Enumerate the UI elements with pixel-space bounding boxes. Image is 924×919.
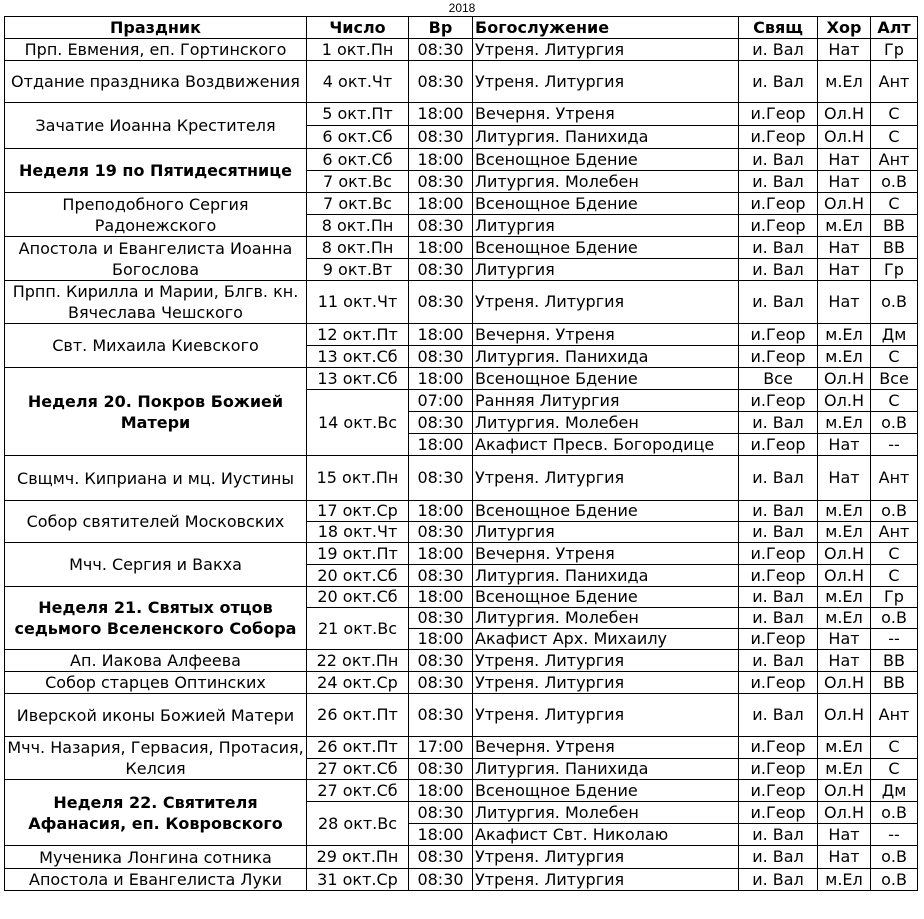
service-choir: Ол.Н: [818, 390, 871, 412]
service-priest: и. Вал: [739, 171, 818, 193]
service-name: Всенощное Бдение: [473, 587, 739, 608]
service-alt: о.В: [871, 281, 918, 324]
table-row: [5, 149, 918, 171]
year-caption: 2018: [448, 1, 476, 15]
service-choir: м.Ел: [818, 412, 871, 434]
service-alt: Все: [871, 368, 918, 390]
service-name: Литургия. Панихида: [473, 126, 739, 149]
header-alt: Алт: [871, 17, 918, 39]
service-priest: и. Вал: [739, 259, 818, 281]
service-choir: Ол.Н: [818, 780, 871, 802]
service-choir: Нат: [818, 456, 871, 501]
service-time: 08:30: [409, 61, 473, 103]
service-choir: м.Ел: [818, 758, 871, 780]
service-choir: Нат: [818, 259, 871, 281]
feast-name: Иверской иконы Божией Матери: [5, 694, 307, 737]
service-alt: о.В: [871, 501, 918, 522]
service-choir: Ол.Н: [818, 802, 871, 824]
service-date: 11 окт.Чт: [307, 281, 409, 324]
service-date: 17 окт.Ср: [307, 501, 409, 522]
service-alt: С: [871, 346, 918, 368]
service-alt: ВВ: [871, 672, 918, 694]
service-name: Всенощное Бдение: [473, 237, 739, 259]
service-name: Утреня. Литургия: [473, 281, 739, 324]
service-alt: Ант: [871, 522, 918, 543]
service-date: 8 окт.Пн: [307, 237, 409, 259]
service-priest: и. Вал: [739, 149, 818, 171]
table-row: [5, 694, 918, 737]
service-name: Литургия. Панихида: [473, 758, 739, 780]
feast-name: Ап. Иакова Алфеева: [5, 650, 307, 672]
service-name: Утреня. Литургия: [473, 869, 739, 891]
service-time: 08:30: [409, 565, 473, 587]
service-choir: Нат: [818, 39, 871, 61]
service-choir: Нат: [818, 846, 871, 869]
service-priest: и. Вал: [739, 456, 818, 501]
service-time: 08:30: [409, 608, 473, 629]
service-priest: и.Геор: [739, 346, 818, 368]
feast-name: Зачатие Иоанна Крестителя: [5, 103, 307, 149]
header-time: Вр: [409, 17, 473, 39]
service-time: 18:00: [409, 587, 473, 608]
service-date: 14 окт.Вс: [307, 390, 409, 456]
service-name: Вечерня. Утреня: [473, 543, 739, 565]
service-name: Утреня. Литургия: [473, 846, 739, 869]
service-name: Утреня. Литургия: [473, 61, 739, 103]
service-date: 6 окт.Сб: [307, 126, 409, 149]
service-date: 19 окт.Пт: [307, 543, 409, 565]
service-name: Утреня. Литургия: [473, 672, 739, 694]
table-row: [5, 737, 918, 759]
service-time: 08:30: [409, 522, 473, 543]
feast-name: Неделя 22. Святителя Афанасия, еп. Ковровского: [5, 780, 307, 846]
service-priest: и.Геор: [739, 780, 818, 802]
service-time: 08:30: [409, 672, 473, 694]
service-choir: м.Ел: [818, 215, 871, 237]
service-time: 18:00: [409, 434, 473, 456]
service-alt: --: [871, 629, 918, 650]
service-name: Акафист Свт. Николаю: [473, 824, 739, 846]
service-alt: о.В: [871, 802, 918, 824]
service-priest: и. Вал: [739, 501, 818, 522]
table-row: [5, 501, 918, 522]
service-alt: Гр: [871, 39, 918, 61]
service-choir: Ол.Н: [818, 694, 871, 737]
service-choir: Ол.Н: [818, 368, 871, 390]
service-choir: Ол.Н: [818, 103, 871, 126]
service-name: Литургия. Молебен: [473, 802, 739, 824]
service-time: 18:00: [409, 501, 473, 522]
feast-name: Мчч. Назария, Гервасия, Протасия, Келсия: [5, 737, 307, 780]
service-priest: и. Вал: [739, 608, 818, 629]
service-alt: С: [871, 193, 918, 215]
service-alt: Дм: [871, 324, 918, 346]
service-alt: С: [871, 565, 918, 587]
feast-name: Отдание праздника Воздвижения: [5, 61, 307, 103]
service-choir: м.Ел: [818, 869, 871, 891]
service-priest: и.Геор: [739, 103, 818, 126]
service-choir: Ол.Н: [818, 672, 871, 694]
schedule-body: [5, 39, 918, 891]
feast-name: Мученика Лонгина сотника: [5, 846, 307, 869]
service-alt: С: [871, 737, 918, 759]
service-time: 07:00: [409, 390, 473, 412]
service-priest: и. Вал: [739, 281, 818, 324]
service-priest: и.Геор: [739, 543, 818, 565]
service-date: 22 окт.Пн: [307, 650, 409, 672]
service-date: 21 окт.Вс: [307, 608, 409, 650]
service-time: 18:00: [409, 149, 473, 171]
service-time: 18:00: [409, 103, 473, 126]
service-priest: и. Вал: [739, 650, 818, 672]
service-alt: о.В: [871, 608, 918, 629]
service-date: 5 окт.Пт: [307, 103, 409, 126]
feast-name: Неделя 20. Покров Божией Матери: [5, 368, 307, 456]
service-time: 08:30: [409, 39, 473, 61]
service-choir: Ол.Н: [818, 193, 871, 215]
table-row: [5, 368, 918, 390]
service-alt: --: [871, 434, 918, 456]
service-choir: м.Ел: [818, 61, 871, 103]
service-alt: Ант: [871, 694, 918, 737]
service-alt: о.В: [871, 171, 918, 193]
service-priest: и. Вал: [739, 869, 818, 891]
service-time: 18:00: [409, 824, 473, 846]
service-priest: и. Вал: [739, 39, 818, 61]
service-alt: С: [871, 103, 918, 126]
service-date: 24 окт.Ср: [307, 672, 409, 694]
service-priest: и. Вал: [739, 61, 818, 103]
service-alt: Дм: [871, 780, 918, 802]
service-time: 18:00: [409, 193, 473, 215]
service-time: 17:00: [409, 737, 473, 759]
service-choir: Ол.Н: [818, 543, 871, 565]
service-date: 29 окт.Пн: [307, 846, 409, 869]
service-date: 28 окт.Вс: [307, 802, 409, 846]
feast-name: Неделя 21. Святых отцов седьмого Вселенского Собора: [5, 587, 307, 650]
service-choir: Нат: [818, 281, 871, 324]
table-row: [5, 61, 918, 103]
service-priest: Все: [739, 368, 818, 390]
service-alt: Ант: [871, 61, 918, 103]
service-alt: о.В: [871, 412, 918, 434]
service-name: Вечерня. Утреня: [473, 324, 739, 346]
service-alt: --: [871, 824, 918, 846]
feast-name: Свт. Михаила Киевского: [5, 324, 307, 368]
service-name: Всенощное Бдение: [473, 780, 739, 802]
service-choir: м.Ел: [818, 346, 871, 368]
service-time: 08:30: [409, 456, 473, 501]
service-choir: м.Ел: [818, 522, 871, 543]
service-choir: Нат: [818, 434, 871, 456]
table-row: [5, 672, 918, 694]
service-name: Акафист Пресв. Богородице: [473, 434, 739, 456]
service-priest: и.Геор: [739, 565, 818, 587]
service-name: Акафист Арх. Михаилу: [473, 629, 739, 650]
service-time: 08:30: [409, 869, 473, 891]
service-date: 20 окт.Сб: [307, 565, 409, 587]
service-date: 15 окт.Пн: [307, 456, 409, 501]
service-choir: Ол.Н: [818, 565, 871, 587]
service-name: Литургия. Молебен: [473, 412, 739, 434]
table-row: [5, 543, 918, 565]
service-time: 18:00: [409, 543, 473, 565]
feast-name: Апостола и Евангелиста Луки: [5, 869, 307, 891]
service-alt: ВВ: [871, 650, 918, 672]
service-date: 31 окт.Ср: [307, 869, 409, 891]
table-row: [5, 281, 918, 324]
service-name: Вечерня. Утреня: [473, 737, 739, 759]
service-date: 12 окт.Пт: [307, 324, 409, 346]
service-name: Всенощное Бдение: [473, 193, 739, 215]
feast-name: Собор старцев Оптинских: [5, 672, 307, 694]
service-priest: и. Вал: [739, 412, 818, 434]
service-time: 18:00: [409, 237, 473, 259]
service-time: 08:30: [409, 846, 473, 869]
service-choir: м.Ел: [818, 587, 871, 608]
header-service: Богослужение: [473, 17, 739, 39]
table-row: [5, 780, 918, 802]
service-priest: и.Геор: [739, 672, 818, 694]
table-row: [5, 846, 918, 869]
service-priest: и. Вал: [739, 846, 818, 869]
service-name: Утреня. Литургия: [473, 456, 739, 501]
service-time: 08:30: [409, 650, 473, 672]
service-date: 27 окт.Сб: [307, 780, 409, 802]
service-time: 18:00: [409, 368, 473, 390]
service-name: Ранняя Литургия: [473, 390, 739, 412]
service-alt: С: [871, 390, 918, 412]
service-priest: и.Геор: [739, 802, 818, 824]
service-time: 08:30: [409, 346, 473, 368]
service-name: Литургия. Молебен: [473, 171, 739, 193]
feast-name: Мчч. Сергия и Вакха: [5, 543, 307, 587]
service-time: 18:00: [409, 629, 473, 650]
schedule-table: [4, 16, 918, 891]
service-choir: Нат: [818, 650, 871, 672]
service-alt: ВВ: [871, 237, 918, 259]
service-name: Утреня. Литургия: [473, 39, 739, 61]
service-date: 13 окт.Сб: [307, 368, 409, 390]
service-alt: ВВ: [871, 215, 918, 237]
header-date: Число: [307, 17, 409, 39]
service-name: Утреня. Литургия: [473, 694, 739, 737]
service-alt: о.В: [871, 869, 918, 891]
service-choir: Ол.Н: [818, 126, 871, 149]
service-time: 08:30: [409, 259, 473, 281]
service-alt: Гр: [871, 259, 918, 281]
service-time: 08:30: [409, 802, 473, 824]
service-alt: Ант: [871, 149, 918, 171]
service-priest: и. Вал: [739, 522, 818, 543]
service-name: Всенощное Бдение: [473, 501, 739, 522]
service-choir: Нат: [818, 149, 871, 171]
service-name: Литургия: [473, 522, 739, 543]
service-priest: и. Вал: [739, 587, 818, 608]
service-alt: Ант: [871, 456, 918, 501]
feast-name: Апостола и Евангелиста Иоанна Богослова: [5, 237, 307, 281]
service-choir: м.Ел: [818, 324, 871, 346]
table-row: [5, 39, 918, 61]
header-priest: Свящ: [739, 17, 818, 39]
service-name: Литургия. Панихида: [473, 346, 739, 368]
header-feast: Праздник: [5, 17, 307, 39]
service-choir: Нат: [818, 237, 871, 259]
service-priest: и.Геор: [739, 193, 818, 215]
service-alt: С: [871, 126, 918, 149]
service-name: Всенощное Бдение: [473, 149, 739, 171]
header-row: [5, 17, 918, 39]
table-row: [5, 456, 918, 501]
service-time: 08:30: [409, 215, 473, 237]
service-priest: и.Геор: [739, 390, 818, 412]
service-choir: Нат: [818, 629, 871, 650]
service-alt: С: [871, 543, 918, 565]
service-date: 8 окт.Пн: [307, 215, 409, 237]
service-priest: и.Геор: [739, 324, 818, 346]
service-name: Литургия: [473, 259, 739, 281]
service-date: 7 окт.Вс: [307, 193, 409, 215]
service-date: 1 окт.Пн: [307, 39, 409, 61]
service-priest: и. Вал: [739, 824, 818, 846]
service-priest: и.Геор: [739, 434, 818, 456]
service-date: 4 окт.Чт: [307, 61, 409, 103]
service-choir: м.Ел: [818, 608, 871, 629]
service-priest: и.Геор: [739, 737, 818, 759]
service-date: 18 окт.Чт: [307, 522, 409, 543]
service-name: Литургия: [473, 215, 739, 237]
service-priest: и.Геор: [739, 758, 818, 780]
service-priest: и.Геор: [739, 629, 818, 650]
table-row: [5, 587, 918, 608]
service-priest: и. Вал: [739, 237, 818, 259]
service-date: 13 окт.Сб: [307, 346, 409, 368]
service-name: Утреня. Литургия: [473, 650, 739, 672]
service-date: 7 окт.Вс: [307, 171, 409, 193]
feast-name: Собор святителей Московских: [5, 501, 307, 543]
table-row: [5, 869, 918, 891]
service-name: Вечерня. Утреня: [473, 103, 739, 126]
feast-name: Неделя 19 по Пятидесятнице: [5, 149, 307, 193]
service-priest: и.Геор: [739, 126, 818, 149]
service-date: 9 окт.Вт: [307, 259, 409, 281]
service-date: 27 окт.Сб: [307, 758, 409, 780]
service-time: 08:30: [409, 281, 473, 324]
table-row: [5, 650, 918, 672]
service-time: 08:30: [409, 412, 473, 434]
service-name: Литургия. Молебен: [473, 608, 739, 629]
table-row: [5, 193, 918, 215]
service-choir: Нат: [818, 171, 871, 193]
service-date: 6 окт.Сб: [307, 149, 409, 171]
service-time: 18:00: [409, 324, 473, 346]
service-time: 08:30: [409, 758, 473, 780]
feast-name: Преподобного Сергия Радонежского: [5, 193, 307, 237]
service-date: 26 окт.Пт: [307, 694, 409, 737]
service-alt: С: [871, 758, 918, 780]
table-row: [5, 237, 918, 259]
service-time: 08:30: [409, 694, 473, 737]
service-time: 18:00: [409, 780, 473, 802]
service-date: 26 окт.Пт: [307, 737, 409, 759]
service-time: 08:30: [409, 126, 473, 149]
service-name: Всенощное Бдение: [473, 368, 739, 390]
service-priest: и.Геор: [739, 215, 818, 237]
table-row: [5, 324, 918, 346]
header-choir: Хор: [818, 17, 871, 39]
service-time: 08:30: [409, 171, 473, 193]
service-choir: м.Ел: [818, 737, 871, 759]
service-priest: и. Вал: [739, 694, 818, 737]
service-alt: Гр: [871, 587, 918, 608]
service-choir: м.Ел: [818, 501, 871, 522]
feast-name: Прп. Евмения, еп. Гортинского: [5, 39, 307, 61]
table-row: [5, 103, 918, 126]
feast-name: Свщмч. Киприана и мц. Иустины: [5, 456, 307, 501]
service-name: Литургия. Панихида: [473, 565, 739, 587]
service-choir: Нат: [818, 824, 871, 846]
service-date: 20 окт.Сб: [307, 587, 409, 608]
feast-name: Прпп. Кирилла и Марии, Блгв. кн. Вячеслава Чешского: [5, 281, 307, 324]
service-alt: о.В: [871, 846, 918, 869]
